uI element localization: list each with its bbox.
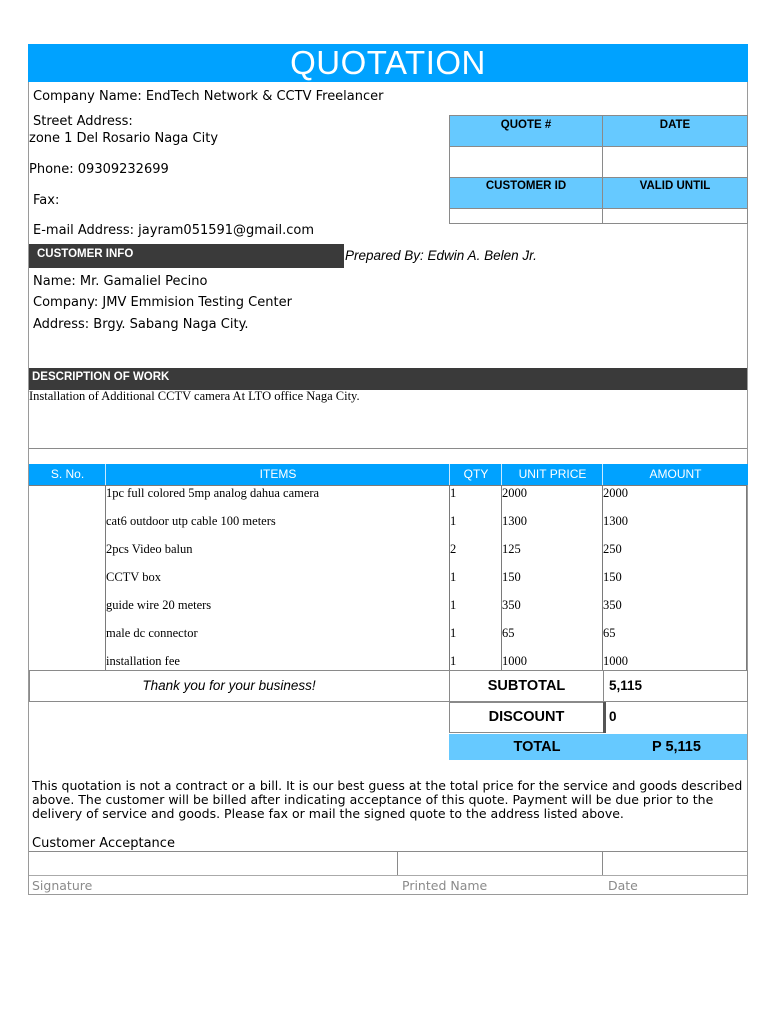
document-title: QUOTATION bbox=[28, 44, 748, 82]
discount-label: DISCOUNT bbox=[488, 709, 565, 725]
date-label: Date bbox=[608, 878, 638, 893]
item-unit-price: 350 bbox=[502, 598, 521, 612]
col-sno-header: S. No. bbox=[50, 467, 85, 481]
item-amount: 1300 bbox=[603, 514, 628, 528]
col-qty-header: QTY bbox=[463, 467, 489, 481]
col-unit-price-header: UNIT PRICE bbox=[518, 467, 587, 481]
quote-number-field[interactable] bbox=[449, 146, 603, 178]
item-amount: 1000 bbox=[603, 654, 628, 668]
street-address-label: Street Address: bbox=[33, 114, 133, 129]
col-items-header: ITEMS bbox=[259, 467, 297, 481]
discount-divider bbox=[603, 702, 606, 733]
item-amount: 2000 bbox=[603, 486, 628, 500]
valid-until-header: VALID UNTIL bbox=[602, 177, 748, 209]
item-name: installation fee bbox=[106, 654, 180, 668]
item-amount: 250 bbox=[603, 542, 622, 556]
printed-name-label: Printed Name bbox=[402, 878, 488, 893]
phone: Phone: 09309232699 bbox=[29, 162, 169, 177]
item-name: 2pcs Video balun bbox=[106, 542, 193, 556]
item-unit-price: 1300 bbox=[502, 514, 527, 528]
valid-until-field[interactable] bbox=[602, 208, 748, 224]
item-qty: 2 bbox=[450, 542, 457, 556]
header-sep bbox=[449, 464, 450, 485]
item-name: CCTV box bbox=[106, 570, 161, 584]
quote-number-header: QUOTE # bbox=[449, 115, 603, 147]
work-divider bbox=[29, 448, 747, 449]
item-unit-price: 2000 bbox=[502, 486, 527, 500]
header-sep bbox=[602, 464, 603, 485]
item-qty: 1 bbox=[450, 514, 457, 528]
customer-name: Name: Mr. Gamaliel Pecino bbox=[33, 274, 208, 289]
item-name: guide wire 20 meters bbox=[106, 598, 212, 612]
disclaimer-text: This quotation is not a contract or a bill. It is our best guess at the total price for the service and goods described above. The customer will be billed after indicating acceptance of this quote. Payment will be due prior to the delivery of service and goods. Please fax or mail the signed quote to the address listed above. bbox=[32, 778, 743, 821]
header-sep bbox=[501, 464, 502, 485]
subtotal-label: SUBTOTAL bbox=[487, 678, 566, 694]
item-qty: 1 bbox=[450, 598, 457, 612]
discount-value: 0 bbox=[609, 709, 617, 724]
description-of-work-header: DESCRIPTION OF WORK bbox=[29, 368, 747, 390]
signature-label: Signature bbox=[32, 878, 93, 893]
fax: Fax: bbox=[33, 193, 60, 208]
item-qty: 1 bbox=[450, 570, 457, 584]
date-header: DATE bbox=[602, 115, 748, 147]
item-unit-price: 125 bbox=[502, 542, 521, 556]
item-unit-price: 65 bbox=[502, 626, 515, 640]
item-name: 1pc full colored 5mp analog dahua camera bbox=[106, 486, 320, 500]
acceptance-bottom-line bbox=[29, 875, 747, 876]
company-name: Company Name: EndTech Network & CCTV Freelancer bbox=[33, 89, 384, 104]
item-amount: 350 bbox=[603, 598, 622, 612]
total-label: TOTAL bbox=[513, 739, 561, 755]
total-value: P 5,115 bbox=[652, 739, 701, 755]
item-qty: 1 bbox=[450, 626, 457, 640]
col-amount-header: AMOUNT bbox=[649, 467, 702, 481]
date-field[interactable] bbox=[602, 146, 748, 178]
item-unit-price: 1000 bbox=[502, 654, 527, 668]
item-qty: 1 bbox=[450, 486, 457, 500]
thank-you-message: Thank you for your business! bbox=[142, 678, 316, 693]
customer-company: Company: JMV Emmision Testing Center bbox=[33, 295, 292, 310]
street-address: zone 1 Del Rosario Naga City bbox=[29, 131, 219, 146]
item-name: male dc connector bbox=[106, 626, 198, 640]
item-amount: 65 bbox=[603, 626, 616, 640]
item-unit-price: 150 bbox=[502, 570, 521, 584]
col-line bbox=[746, 485, 747, 670]
customer-address: Address: Brgy. Sabang Naga City. bbox=[33, 317, 249, 332]
customer-id-field[interactable] bbox=[449, 208, 603, 224]
item-name: cat6 outdoor utp cable 100 meters bbox=[106, 514, 276, 528]
printed-name-field[interactable] bbox=[398, 852, 602, 875]
item-amount: 150 bbox=[603, 570, 622, 584]
customer-acceptance-label: Customer Acceptance bbox=[32, 836, 175, 851]
date-signed-field[interactable] bbox=[603, 852, 747, 875]
item-qty: 1 bbox=[450, 654, 457, 668]
customer-id-header: CUSTOMER ID bbox=[449, 177, 603, 209]
header-sep bbox=[105, 464, 106, 485]
prepared-by: Prepared By: Edwin A. Belen Jr. bbox=[345, 248, 537, 263]
customer-info-header: CUSTOMER INFO bbox=[29, 244, 344, 268]
email-address: E-mail Address: jayram051591@gmail.com bbox=[33, 223, 315, 238]
signature-field[interactable] bbox=[29, 852, 397, 875]
work-description: Installation of Additional CCTV camera At LTO office Naga City. bbox=[29, 389, 360, 403]
subtotal-value: 5,115 bbox=[609, 678, 643, 693]
